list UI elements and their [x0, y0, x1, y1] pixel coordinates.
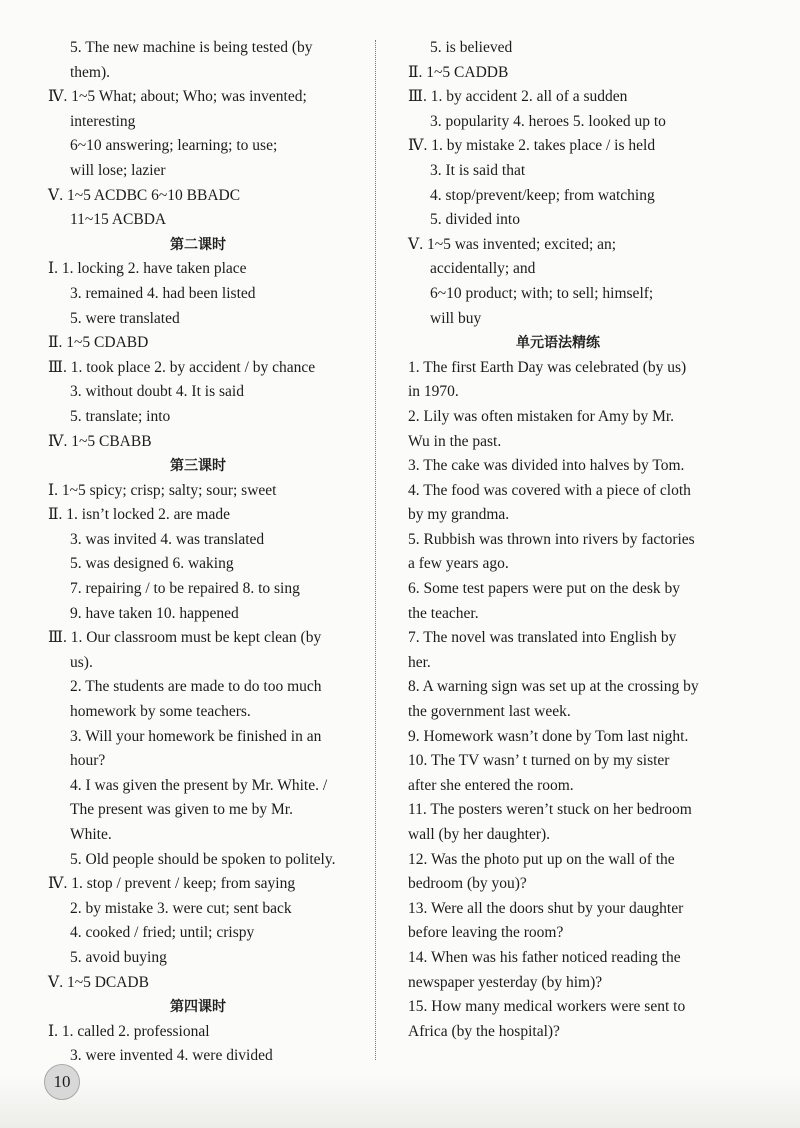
section-heading: 单元语法精练	[516, 335, 600, 352]
answer-line: White.	[70, 826, 112, 843]
answer-line: Ⅲ. 1. Our classroom must be kept clean (by	[48, 629, 322, 647]
answer-line: Ⅱ. 1~5 CADDB	[408, 63, 509, 81]
column-divider	[375, 40, 376, 1060]
answer-line: 11. The posters weren’t stuck on her bedroom	[408, 801, 692, 819]
answer-line: will buy	[430, 309, 482, 327]
answer-line: 5. were translated	[70, 309, 180, 327]
answer-line: the teacher.	[408, 604, 479, 622]
answer-line: 2. by mistake 3. were cut; sent back	[70, 899, 292, 917]
answer-line: wall (by her daughter).	[408, 826, 551, 843]
answer-line: before leaving the room?	[408, 924, 564, 942]
answer-line: Ⅳ. 1~5 CBABB	[48, 432, 152, 450]
section-heading: 第四课时	[170, 999, 226, 1016]
page-number: 10	[44, 1064, 80, 1100]
answer-line: 9. Homework wasn’t done by Tom last night.	[408, 727, 689, 745]
answer-line: Ⅳ. 1. by mistake 2. takes place / is held	[408, 137, 656, 155]
answer-line: Ⅲ. 1. by accident 2. all of a sudden	[408, 88, 628, 106]
answer-line: 14. When was his father noticed reading the	[408, 948, 681, 966]
answer-line: them).	[70, 63, 111, 81]
answer-line: 5. Rubbish was thrown into rivers by factories	[408, 530, 695, 548]
section-heading: 第三课时	[170, 458, 226, 475]
answer-line: Ⅲ. 1. took place 2. by accident / by chance	[48, 358, 316, 376]
answer-line: 6. Some test papers were put on the desk by	[408, 580, 681, 598]
answer-line: 5. translate; into	[70, 407, 171, 425]
answer-line: the government last week.	[408, 703, 571, 721]
answer-line: 5. divided into	[430, 211, 520, 229]
answer-line: 4. cooked / fried; until; crispy	[70, 924, 255, 942]
section-heading: 第二课时	[170, 236, 226, 253]
answer-line: 3. popularity 4. heroes 5. looked up to	[430, 112, 666, 130]
answer-line: Ⅰ. 1. locking 2. have taken place	[48, 260, 247, 278]
answer-line: Africa (by the hospital)?	[408, 1022, 560, 1040]
answer-line: 15. How many medical workers were sent to	[408, 998, 686, 1016]
answer-line: us).	[70, 653, 93, 671]
answer-line: in 1970.	[408, 383, 459, 401]
answer-line: homework by some teachers.	[70, 703, 251, 721]
answer-line: Ⅴ. 1~5 DCADB	[48, 973, 149, 991]
answer-line: 8. A warning sign was set up at the crossing by	[408, 678, 699, 696]
answer-line: 1. The first Earth Day was celebrated (by us)	[408, 358, 687, 376]
answer-line: after she entered the room.	[408, 776, 574, 794]
answer-line: 4. I was given the present by Mr. White. /	[70, 776, 328, 794]
answer-line: 7. The novel was translated into English by	[408, 629, 677, 647]
answer-line: Wu in the past.	[408, 432, 502, 450]
answer-line: Ⅱ. 1~5 CDABD	[48, 334, 149, 352]
answer-line: 2. Lily was often mistaken for Amy by Mr.	[408, 407, 675, 425]
answer-line: Ⅱ. 1. isn’t locked 2. are made	[48, 506, 230, 524]
answer-line: 6~10 answering; learning; to use;	[70, 137, 278, 155]
answer-line: The present was given to me by Mr.	[70, 801, 293, 819]
answer-line: hour?	[70, 752, 106, 770]
footer-band	[0, 1076, 800, 1128]
answer-line: 3. The cake was divided into halves by Tom.	[408, 457, 685, 475]
answer-line: 4. stop/prevent/keep; from watching	[430, 186, 655, 204]
answer-line: 3. It is said that	[430, 161, 526, 179]
answer-line: 5. was designed 6. waking	[70, 555, 234, 573]
answer-line: Ⅴ. 1~5 was invented; excited; an;	[408, 235, 617, 253]
answer-line: bedroom (by you)?	[408, 875, 527, 893]
answer-line: will lose; lazier	[70, 161, 166, 179]
answer-line: 12. Was the photo put up on the wall of the	[408, 850, 675, 868]
answer-line: 5. is believed	[430, 39, 513, 56]
answer-line: 11~15 ACBDA	[70, 211, 167, 229]
answer-line: 2. The students are made to do too much	[70, 678, 322, 696]
answer-line: interesting	[70, 112, 136, 130]
answer-line: 5. Old people should be spoken to politely.	[70, 850, 336, 868]
answer-line: 13. Were all the doors shut by your daughter	[408, 899, 684, 917]
answer-line: accidentally; and	[430, 260, 536, 278]
answer-line: 10. The TV wasn’ t turned on by my sister	[408, 752, 670, 770]
answer-line: newspaper yesterday (by him)?	[408, 973, 603, 991]
answer-line: 6~10 product; with; to sell; himself;	[430, 284, 654, 302]
answer-line: 3. was invited 4. was translated	[70, 530, 265, 548]
right-column	[408, 36, 708, 1044]
answer-line: Ⅴ. 1~5 ACDBC 6~10 BBADC	[48, 186, 241, 204]
answer-line: 3. were invented 4. were divided	[70, 1047, 273, 1065]
answer-line: Ⅰ. 1~5 spicy; crisp; salty; sour; sweet	[48, 481, 277, 499]
answer-line: Ⅰ. 1. called 2. professional	[48, 1022, 210, 1040]
answer-line: 5. The new machine is being tested (by	[70, 39, 313, 56]
answer-line: Ⅳ. 1. stop / prevent / keep; from saying	[48, 875, 296, 893]
answer-line: 7. repairing / to be repaired 8. to sing	[70, 580, 300, 598]
answer-line: by my grandma.	[408, 506, 510, 524]
answer-line: 3. Will your homework be finished in an	[70, 727, 322, 745]
answer-line: her.	[408, 653, 431, 671]
answer-line: a few years ago.	[408, 555, 509, 573]
answer-line: 3. without doubt 4. It is said	[70, 383, 244, 401]
left-column	[48, 36, 348, 1069]
answer-line: 4. The food was covered with a piece of cloth	[408, 481, 691, 499]
answer-line: Ⅳ. 1~5 What; about; Who; was invented;	[48, 88, 307, 106]
answer-line: 3. remained 4. had been listed	[70, 284, 256, 302]
answer-line: 5. avoid buying	[70, 948, 167, 966]
answer-line: 9. have taken 10. happened	[70, 604, 239, 622]
